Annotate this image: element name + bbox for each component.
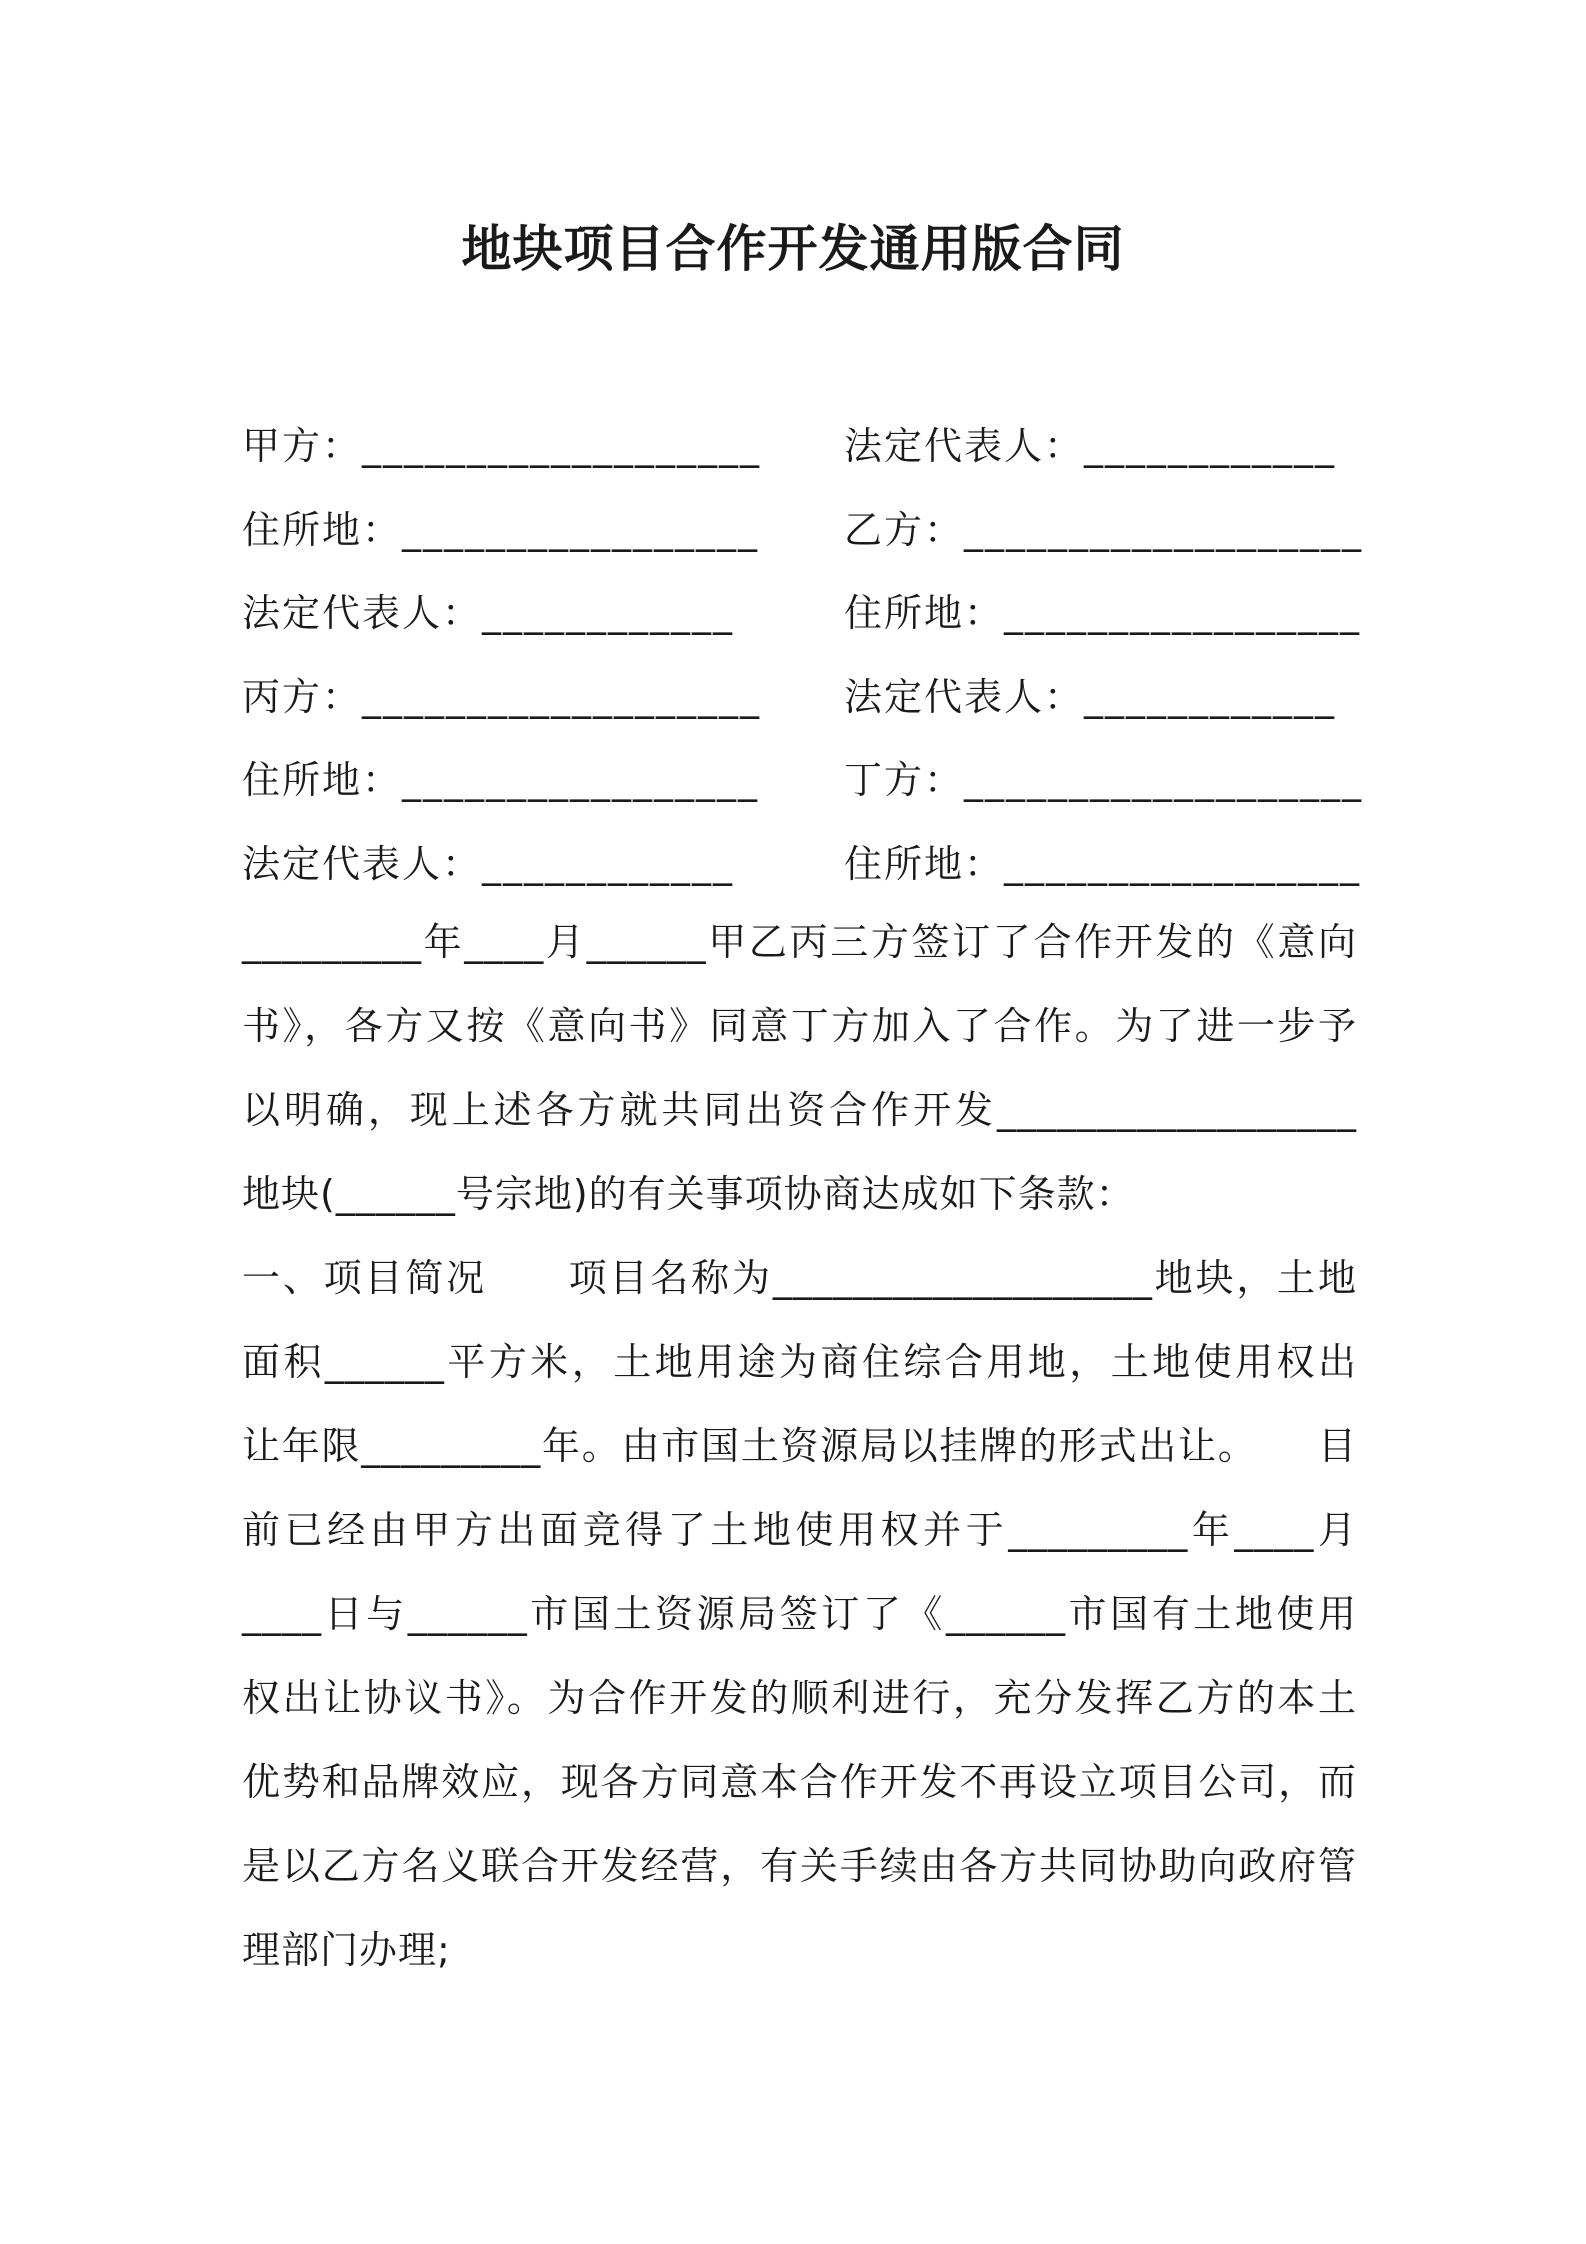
party-field-ding-rep: 法定代表人：____________ — [242, 841, 735, 886]
party-field-yi-address: 住所地：_________________ — [844, 591, 1362, 636]
party-field-jia-rep: 法定代表人：____________ — [844, 424, 1337, 468]
party-row — [242, 405, 1357, 489]
body-line: _________年____月______甲乙丙三方签订了合作开发的《意向 — [242, 920, 1357, 964]
body-line: 让年限_________年。由市国土资源局以挂牌的形式出让。 目 — [242, 1424, 1357, 1468]
parties-section — [242, 405, 1364, 907]
body-line: ____日与______市国土资源局签订了《______市国有土地使用 — [242, 1592, 1357, 1636]
party-field-yi-rep: 法定代表人：____________ — [242, 591, 735, 636]
party-field-jia: 甲方：___________________ — [242, 424, 762, 468]
party-row — [242, 739, 1364, 823]
body-line: 是以乙方名义联合开发经营，有关手续由各方共同协助向政府管 — [242, 1844, 1357, 1888]
party-field-ding: 丁方：___________________ — [844, 758, 1364, 803]
party-row — [242, 572, 1362, 656]
document-title: 地块项目合作开发通用版合同 — [461, 220, 1125, 278]
party-field-bing-rep: 法定代表人：____________ — [844, 674, 1337, 719]
body-line: 地块(______号宗地)的有关事项协商达成如下条款： — [242, 1172, 1135, 1216]
party-field-ding-address: 住所地：_________________ — [844, 841, 1362, 886]
party-field-bing-address: 住所地：_________________ — [242, 758, 760, 803]
contract-body — [242, 900, 1357, 1992]
party-row — [242, 656, 1357, 740]
party-field-yi: 乙方：___________________ — [844, 507, 1364, 552]
body-line: 面积______平方米，土地用途为商住综合用地，土地使用权出 — [242, 1340, 1357, 1384]
body-line: 优势和品牌效应，现各方同意本合作开发不再设立项目公司，而 — [242, 1760, 1357, 1804]
body-line: 权出让协议书》。为合作开发的顺利进行，充分发挥乙方的本土 — [242, 1676, 1357, 1720]
body-line: 以明确，现上述各方就共同出资合作开发__________________ — [242, 1088, 1357, 1132]
body-line: 理部门办理; — [242, 1928, 451, 1972]
party-field-bing: 丙方：___________________ — [242, 674, 762, 719]
body-line: 书》，各方又按《意向书》同意丁方加入了合作。为了进一步予 — [242, 1004, 1357, 1048]
body-line: 前已经由甲方出面竞得了土地使用权并于_________年____月 — [242, 1508, 1357, 1552]
party-field-jia-address: 住所地：_________________ — [242, 507, 760, 552]
body-line: 一、项目简况 项目名称为___________________地块，土地 — [242, 1256, 1357, 1300]
party-row — [242, 489, 1364, 573]
party-row — [242, 823, 1362, 907]
